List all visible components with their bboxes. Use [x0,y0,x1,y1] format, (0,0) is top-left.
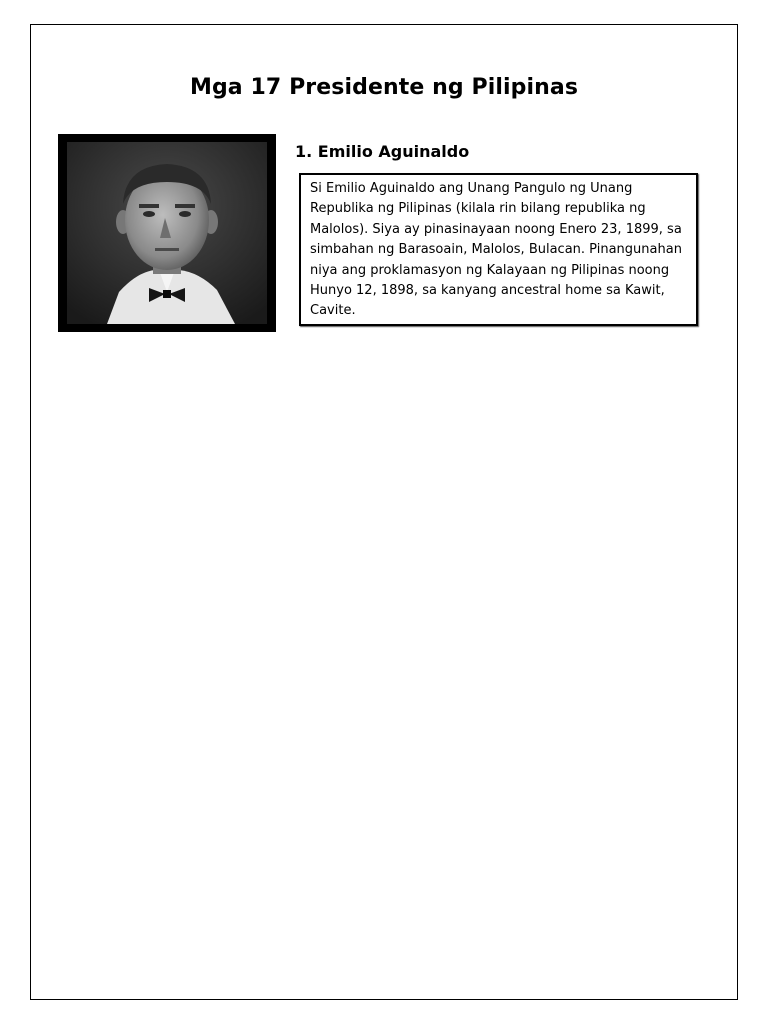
portrait-frame [58,134,276,332]
entry-heading: 1. Emilio Aguinaldo [295,142,470,161]
document-page [30,24,738,1000]
entry-description: Si Emilio Aguinaldo ang Unang Pangulo ng Unang Republika ng Pilipinas (kilala rin bilang republika ng Malolos). Siya ay pinasinayaan noong Enero 23, 1899, sa simbahan ng Barasoain, Malolos, Bulacan. Pinangunahan niya ang proklamasyon ng Kalayaan ng Pilipinas noong Hunyo 12, 1898, sa kanyang ancestral home sa Kawit, Cavite. [310,181,682,319]
page-title: Mga 17 Presidente ng Pilipinas [189,75,579,100]
portrait-photo [67,142,267,324]
entry-description-box [299,173,698,326]
